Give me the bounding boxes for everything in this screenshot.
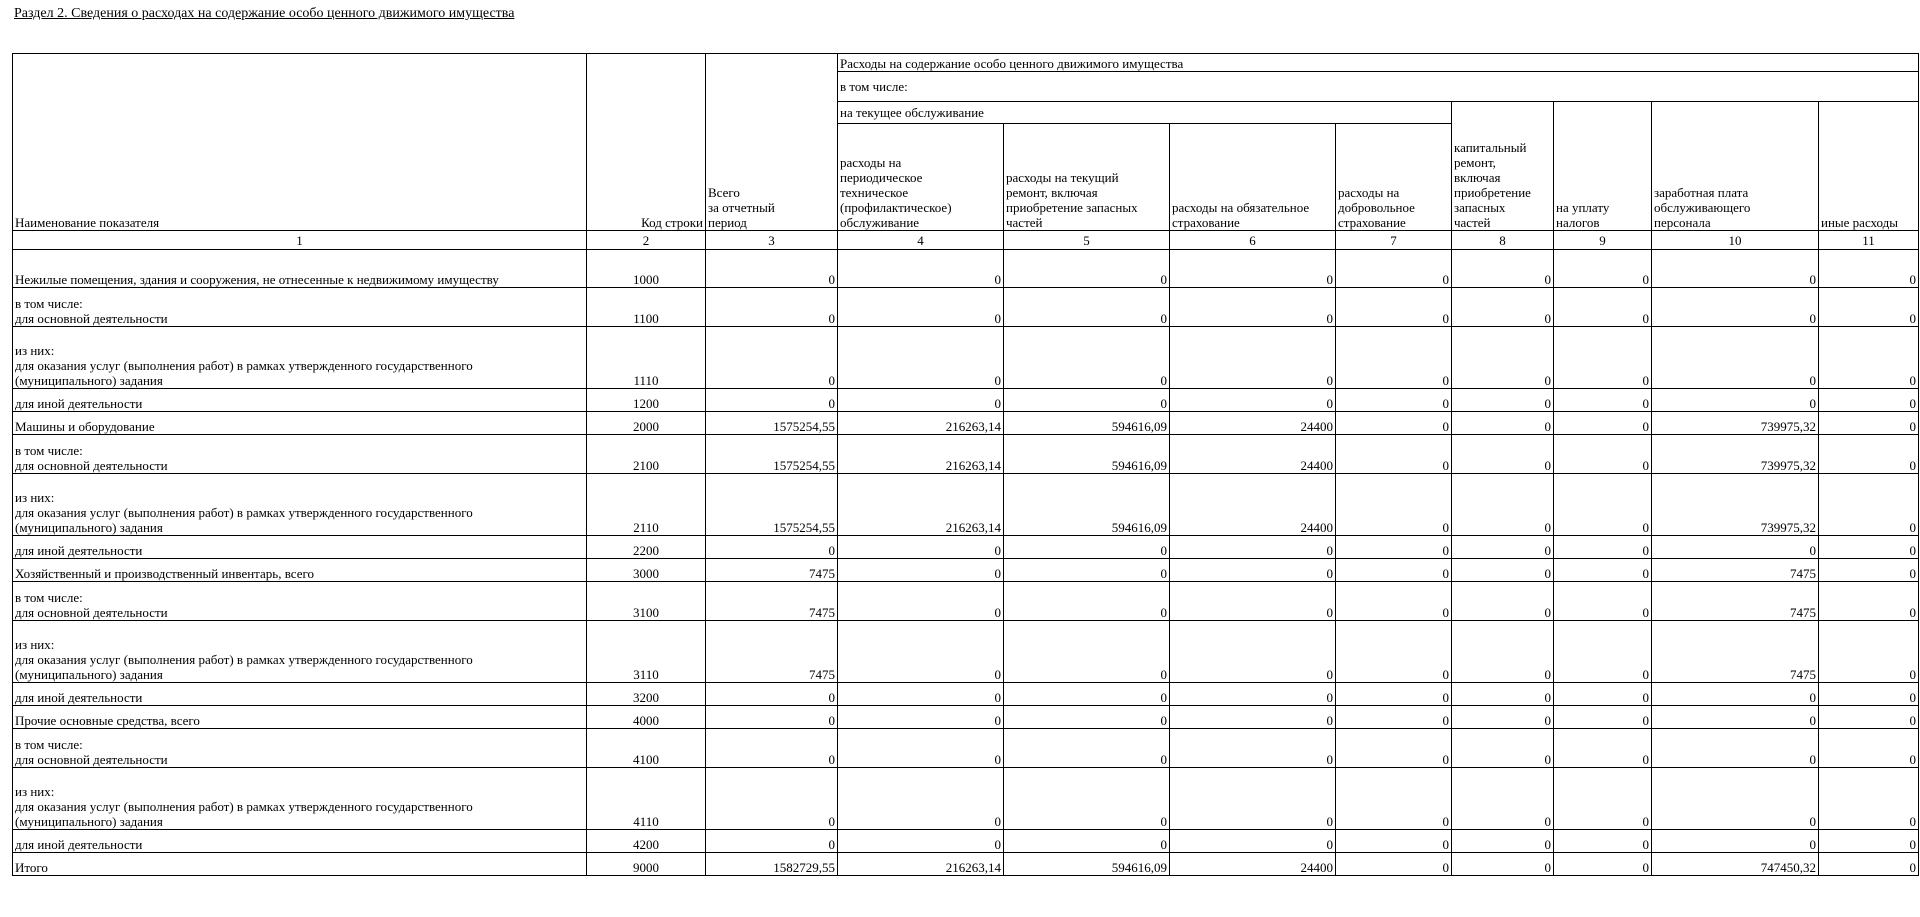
table-row xyxy=(13,536,1919,559)
cell-value: 1582729,55 xyxy=(706,853,838,876)
header-line: на уплату xyxy=(1556,200,1610,215)
cell-value: 0 xyxy=(1004,559,1170,582)
cell-value: 216263,14 xyxy=(838,412,1004,435)
row-code: 4110 xyxy=(587,768,706,830)
row-name xyxy=(13,582,587,621)
cell-value: 7475 xyxy=(706,559,838,582)
cell-value: 0 xyxy=(1554,250,1652,288)
row-name-line: для иной деятельности xyxy=(15,690,143,705)
cell-value: 0 xyxy=(706,327,838,389)
table-row xyxy=(13,582,1919,621)
header-line: страхование xyxy=(1338,215,1406,230)
column-number: 11 xyxy=(1819,231,1919,250)
cell-value: 0 xyxy=(1336,683,1452,706)
cell-value: 0 xyxy=(1170,706,1336,729)
cell-value: 0 xyxy=(1336,559,1452,582)
section-title: Раздел 2. Сведения о расходах на содержание особо ценного движимого имущества xyxy=(14,6,515,21)
cell-value: 0 xyxy=(1819,621,1919,683)
row-name xyxy=(13,327,587,389)
cell-value: 0 xyxy=(1004,582,1170,621)
cell-value: 0 xyxy=(1652,327,1819,389)
cell-value: 0 xyxy=(1652,768,1819,830)
cell-value: 0 xyxy=(1336,582,1452,621)
cell-value: 0 xyxy=(706,729,838,768)
cell-value: 0 xyxy=(1819,706,1919,729)
cell-value: 0 xyxy=(1452,536,1554,559)
cell-value: 0 xyxy=(1336,474,1452,536)
cell-value: 0 xyxy=(706,389,838,412)
cell-value: 0 xyxy=(1554,582,1652,621)
column-number: 4 xyxy=(838,231,1004,250)
cell-value: 739975,32 xyxy=(1652,412,1819,435)
cell-value: 0 xyxy=(1652,389,1819,412)
row-name xyxy=(13,621,587,683)
header-line: налогов xyxy=(1556,215,1600,230)
cell-value: 0 xyxy=(1336,389,1452,412)
column-number: 5 xyxy=(1004,231,1170,250)
row-name xyxy=(13,559,587,582)
cell-value: 0 xyxy=(838,729,1004,768)
row-name-line: для основной деятельности xyxy=(15,458,168,473)
table-row xyxy=(13,830,1919,853)
row-name-line: для оказания услуг (выполнения работ) в рамках утвержденного государственного xyxy=(15,358,473,373)
cell-value: 0 xyxy=(1554,435,1652,474)
row-name xyxy=(13,768,587,830)
cell-value: 0 xyxy=(1554,389,1652,412)
cell-value: 0 xyxy=(706,536,838,559)
cell-value: 24400 xyxy=(1170,853,1336,876)
cell-value: 0 xyxy=(1336,830,1452,853)
cell-value: 216263,14 xyxy=(838,435,1004,474)
column-number: 3 xyxy=(706,231,838,250)
column-numbers-row xyxy=(13,231,1919,250)
row-name-line: для иной деятельности xyxy=(15,543,143,558)
header-total xyxy=(706,54,838,231)
row-code: 3110 xyxy=(587,621,706,683)
header-line: персонала xyxy=(1654,215,1711,230)
cell-value: 0 xyxy=(1004,729,1170,768)
cell-value: 0 xyxy=(1452,830,1554,853)
cell-value: 0 xyxy=(1336,729,1452,768)
cell-value: 0 xyxy=(1170,830,1336,853)
row-name-line: Прочие основные средства, всего xyxy=(15,713,200,728)
cell-value: 0 xyxy=(1452,474,1554,536)
header-current-service: на текущее обслуживание xyxy=(838,102,1452,124)
cell-value: 0 xyxy=(838,683,1004,706)
cell-value: 0 xyxy=(838,559,1004,582)
expenses-table xyxy=(12,53,1919,876)
cell-value: 0 xyxy=(1819,327,1919,389)
header-col11: иные расходы xyxy=(1819,102,1919,231)
cell-value: 0 xyxy=(1004,706,1170,729)
cell-value: 0 xyxy=(1336,435,1452,474)
header-line: обслуживание xyxy=(840,215,920,230)
cell-value: 1575254,55 xyxy=(706,474,838,536)
cell-value: 24400 xyxy=(1170,412,1336,435)
table-row xyxy=(13,559,1919,582)
cell-value: 0 xyxy=(1004,621,1170,683)
row-code: 2110 xyxy=(587,474,706,536)
header-line: частей xyxy=(1006,215,1043,230)
cell-value: 739975,32 xyxy=(1652,474,1819,536)
column-number: 1 xyxy=(13,231,587,250)
cell-value: 0 xyxy=(1170,288,1336,327)
row-code: 9000 xyxy=(587,853,706,876)
row-name-line: Нежилые помещения, здания и сооружения, не отнесенные к недвижимому имуществу xyxy=(15,272,499,287)
row-name xyxy=(13,536,587,559)
cell-value: 0 xyxy=(1170,683,1336,706)
cell-value: 0 xyxy=(1452,250,1554,288)
cell-value: 0 xyxy=(1170,389,1336,412)
cell-value: 0 xyxy=(1004,250,1170,288)
row-name-line: в том числе: xyxy=(15,590,83,605)
header-line: техническое xyxy=(840,185,909,200)
header-line: Всего xyxy=(708,185,740,200)
cell-value: 0 xyxy=(838,536,1004,559)
cell-value: 0 xyxy=(1452,729,1554,768)
row-code: 4000 xyxy=(587,706,706,729)
cell-value: 0 xyxy=(1004,389,1170,412)
column-number: 2 xyxy=(587,231,706,250)
cell-value: 0 xyxy=(1819,830,1919,853)
row-name xyxy=(13,389,587,412)
row-name-line: (муниципального) задания xyxy=(15,373,163,388)
header-col8 xyxy=(1452,102,1554,231)
table-row xyxy=(13,706,1919,729)
cell-value: 0 xyxy=(1452,768,1554,830)
row-name-line: для иной деятельности xyxy=(15,837,143,852)
table-row xyxy=(13,412,1919,435)
cell-value: 0 xyxy=(1819,412,1919,435)
cell-value: 0 xyxy=(1819,768,1919,830)
column-number: 6 xyxy=(1170,231,1336,250)
column-number: 10 xyxy=(1652,231,1819,250)
cell-value: 0 xyxy=(1819,250,1919,288)
header-line: обслуживающего xyxy=(1654,200,1751,215)
cell-value: 0 xyxy=(1554,327,1652,389)
cell-value: 0 xyxy=(1170,327,1336,389)
cell-value: 0 xyxy=(1004,683,1170,706)
cell-value: 0 xyxy=(838,288,1004,327)
header-col10 xyxy=(1652,102,1819,231)
cell-value: 594616,09 xyxy=(1004,412,1170,435)
cell-value: 0 xyxy=(1652,706,1819,729)
row-name-line: в том числе: xyxy=(15,737,83,752)
cell-value: 7475 xyxy=(1652,582,1819,621)
row-name xyxy=(13,250,587,288)
cell-value: 0 xyxy=(1452,559,1554,582)
cell-value: 0 xyxy=(1336,768,1452,830)
cell-value: 0 xyxy=(1004,830,1170,853)
row-name-line: для основной деятельности xyxy=(15,605,168,620)
cell-value: 0 xyxy=(1554,536,1652,559)
column-number: 7 xyxy=(1336,231,1452,250)
cell-value: 0 xyxy=(1336,288,1452,327)
row-code: 1200 xyxy=(587,389,706,412)
header-line: период xyxy=(708,215,747,230)
header-line: запасных xyxy=(1454,200,1506,215)
cell-value: 0 xyxy=(1336,412,1452,435)
table-row xyxy=(13,474,1919,536)
cell-value: 0 xyxy=(1452,435,1554,474)
row-name-line: (муниципального) задания xyxy=(15,667,163,682)
row-code: 4100 xyxy=(587,729,706,768)
cell-value: 0 xyxy=(1336,327,1452,389)
cell-value: 0 xyxy=(838,706,1004,729)
cell-value: 0 xyxy=(838,830,1004,853)
row-code: 2200 xyxy=(587,536,706,559)
cell-value: 0 xyxy=(1652,683,1819,706)
cell-value: 0 xyxy=(1819,683,1919,706)
row-name-line: для основной деятельности xyxy=(15,752,168,767)
cell-value: 0 xyxy=(1554,559,1652,582)
cell-value: 24400 xyxy=(1170,435,1336,474)
header-line: частей xyxy=(1454,215,1491,230)
cell-value: 216263,14 xyxy=(838,853,1004,876)
header-col7 xyxy=(1336,124,1452,231)
header-line: (профилактическое) xyxy=(840,200,952,215)
cell-value: 747450,32 xyxy=(1652,853,1819,876)
cell-value: 0 xyxy=(1170,250,1336,288)
header-line: за отчетный xyxy=(708,200,775,215)
table-row xyxy=(13,853,1919,876)
row-name-line: (муниципального) задания xyxy=(15,520,163,535)
row-name-line: для оказания услуг (выполнения работ) в рамках утвержденного государственного xyxy=(15,505,473,520)
row-name-line: в том числе: xyxy=(15,296,83,311)
cell-value: 594616,09 xyxy=(1004,435,1170,474)
cell-value: 1575254,55 xyxy=(706,412,838,435)
column-number: 9 xyxy=(1554,231,1652,250)
row-code: 2100 xyxy=(587,435,706,474)
row-name xyxy=(13,853,587,876)
row-code: 1000 xyxy=(587,250,706,288)
cell-value: 0 xyxy=(1652,729,1819,768)
cell-value: 594616,09 xyxy=(1004,474,1170,536)
header-line: расходы на обязательное xyxy=(1172,200,1310,215)
cell-value: 0 xyxy=(1452,327,1554,389)
header-line: страхование xyxy=(1172,215,1240,230)
row-name-line: для основной деятельности xyxy=(15,311,168,326)
cell-value: 0 xyxy=(1452,389,1554,412)
header-col5 xyxy=(1004,124,1170,231)
header-line: приобретение xyxy=(1454,185,1531,200)
header-name: Наименование показателя xyxy=(13,54,587,231)
cell-value: 0 xyxy=(706,250,838,288)
row-name-line: для оказания услуг (выполнения работ) в рамках утвержденного государственного xyxy=(15,799,473,814)
row-name xyxy=(13,706,587,729)
cell-value: 0 xyxy=(1170,768,1336,830)
row-name-line: из них: xyxy=(15,637,55,652)
cell-value: 0 xyxy=(1819,474,1919,536)
cell-value: 594616,09 xyxy=(1004,853,1170,876)
row-name-line: Машины и оборудование xyxy=(15,419,155,434)
cell-value: 0 xyxy=(1652,250,1819,288)
row-name xyxy=(13,288,587,327)
cell-value: 0 xyxy=(1554,706,1652,729)
header-including: в том числе: xyxy=(838,72,1919,102)
header-line: заработная плата xyxy=(1654,185,1749,200)
cell-value: 7475 xyxy=(1652,621,1819,683)
cell-value: 0 xyxy=(1819,582,1919,621)
cell-value: 0 xyxy=(838,582,1004,621)
cell-value: 0 xyxy=(1004,288,1170,327)
column-number: 8 xyxy=(1452,231,1554,250)
cell-value: 0 xyxy=(1170,536,1336,559)
cell-value: 0 xyxy=(838,389,1004,412)
cell-value: 0 xyxy=(706,768,838,830)
cell-value: 0 xyxy=(1819,559,1919,582)
header-col4 xyxy=(838,124,1004,231)
cell-value: 0 xyxy=(1554,412,1652,435)
cell-value: 0 xyxy=(1652,830,1819,853)
header-line: периодическое xyxy=(840,170,923,185)
cell-value: 0 xyxy=(1170,621,1336,683)
table-row xyxy=(13,250,1919,288)
cell-value: 0 xyxy=(1452,706,1554,729)
cell-value: 0 xyxy=(838,621,1004,683)
cell-value: 0 xyxy=(1336,853,1452,876)
cell-value: 0 xyxy=(1004,768,1170,830)
cell-value: 0 xyxy=(706,706,838,729)
cell-value: 0 xyxy=(1819,389,1919,412)
cell-value: 0 xyxy=(1554,288,1652,327)
row-name-line: из них: xyxy=(15,343,55,358)
table-row xyxy=(13,389,1919,412)
row-name-line: (муниципального) задания xyxy=(15,814,163,829)
cell-value: 0 xyxy=(1819,536,1919,559)
row-code: 4200 xyxy=(587,830,706,853)
cell-value: 0 xyxy=(1004,536,1170,559)
header-line: расходы на xyxy=(1338,185,1400,200)
table-row xyxy=(13,327,1919,389)
row-name-line: Хозяйственный и производственный инвентарь, всего xyxy=(15,566,314,581)
header-code: Код строки xyxy=(587,54,706,231)
cell-value: 0 xyxy=(1554,853,1652,876)
row-name-line: в том числе: xyxy=(15,443,83,458)
cell-value: 0 xyxy=(1554,830,1652,853)
cell-value: 0 xyxy=(1452,288,1554,327)
cell-value: 0 xyxy=(1554,683,1652,706)
row-code: 2000 xyxy=(587,412,706,435)
cell-value: 0 xyxy=(1652,536,1819,559)
cell-value: 0 xyxy=(706,830,838,853)
cell-value: 0 xyxy=(1170,729,1336,768)
header-line: ремонт, включая xyxy=(1006,185,1098,200)
table-row xyxy=(13,683,1919,706)
header-line: ремонт, xyxy=(1454,155,1496,170)
cell-value: 0 xyxy=(1819,853,1919,876)
table-row xyxy=(13,288,1919,327)
cell-value: 216263,14 xyxy=(838,474,1004,536)
header-group-title: Расходы на содержание особо ценного движимого имущества xyxy=(838,54,1919,72)
cell-value: 0 xyxy=(1452,621,1554,683)
row-name xyxy=(13,830,587,853)
row-name-line: для иной деятельности xyxy=(15,396,143,411)
row-name xyxy=(13,412,587,435)
row-name xyxy=(13,435,587,474)
cell-value: 0 xyxy=(1554,768,1652,830)
cell-value: 0 xyxy=(706,683,838,706)
header-line: приобретение запасных xyxy=(1006,200,1138,215)
cell-value: 0 xyxy=(1336,536,1452,559)
cell-value: 1575254,55 xyxy=(706,435,838,474)
cell-value: 0 xyxy=(1452,853,1554,876)
row-name-line: Итого xyxy=(15,860,48,875)
cell-value: 0 xyxy=(1336,250,1452,288)
header-col9 xyxy=(1554,102,1652,231)
header-line: расходы на xyxy=(840,155,902,170)
row-name xyxy=(13,474,587,536)
cell-value: 0 xyxy=(1819,288,1919,327)
header-line: капитальный xyxy=(1454,140,1527,155)
cell-value: 0 xyxy=(838,768,1004,830)
table-row xyxy=(13,621,1919,683)
cell-value: 24400 xyxy=(1170,474,1336,536)
row-code: 3200 xyxy=(587,683,706,706)
cell-value: 0 xyxy=(1554,729,1652,768)
cell-value: 7475 xyxy=(706,621,838,683)
cell-value: 0 xyxy=(1170,582,1336,621)
cell-value: 0 xyxy=(838,250,1004,288)
cell-value: 0 xyxy=(1452,582,1554,621)
row-code: 3100 xyxy=(587,582,706,621)
row-name-line: из них: xyxy=(15,490,55,505)
cell-value: 0 xyxy=(1452,683,1554,706)
row-name xyxy=(13,683,587,706)
table-row xyxy=(13,729,1919,768)
cell-value: 0 xyxy=(1452,412,1554,435)
header-line: расходы на текущий xyxy=(1006,170,1119,185)
row-code: 1100 xyxy=(587,288,706,327)
cell-value: 0 xyxy=(706,288,838,327)
header-line: включая xyxy=(1454,170,1501,185)
cell-value: 7475 xyxy=(706,582,838,621)
cell-value: 739975,32 xyxy=(1652,435,1819,474)
row-name xyxy=(13,729,587,768)
cell-value: 0 xyxy=(1554,621,1652,683)
cell-value: 0 xyxy=(1554,474,1652,536)
row-name-line: из них: xyxy=(15,784,55,799)
cell-value: 0 xyxy=(1336,706,1452,729)
cell-value: 0 xyxy=(1170,559,1336,582)
cell-value: 0 xyxy=(1004,327,1170,389)
cell-value: 0 xyxy=(1336,621,1452,683)
row-code: 1110 xyxy=(587,327,706,389)
cell-value: 7475 xyxy=(1652,559,1819,582)
cell-value: 0 xyxy=(1652,288,1819,327)
table-row xyxy=(13,435,1919,474)
row-code: 3000 xyxy=(587,559,706,582)
cell-value: 0 xyxy=(1819,435,1919,474)
cell-value: 0 xyxy=(1819,729,1919,768)
table-row xyxy=(13,768,1919,830)
cell-value: 0 xyxy=(838,327,1004,389)
header-col6 xyxy=(1170,124,1336,231)
header-line: добровольное xyxy=(1338,200,1415,215)
row-name-line: для оказания услуг (выполнения работ) в рамках утвержденного государственного xyxy=(15,652,473,667)
